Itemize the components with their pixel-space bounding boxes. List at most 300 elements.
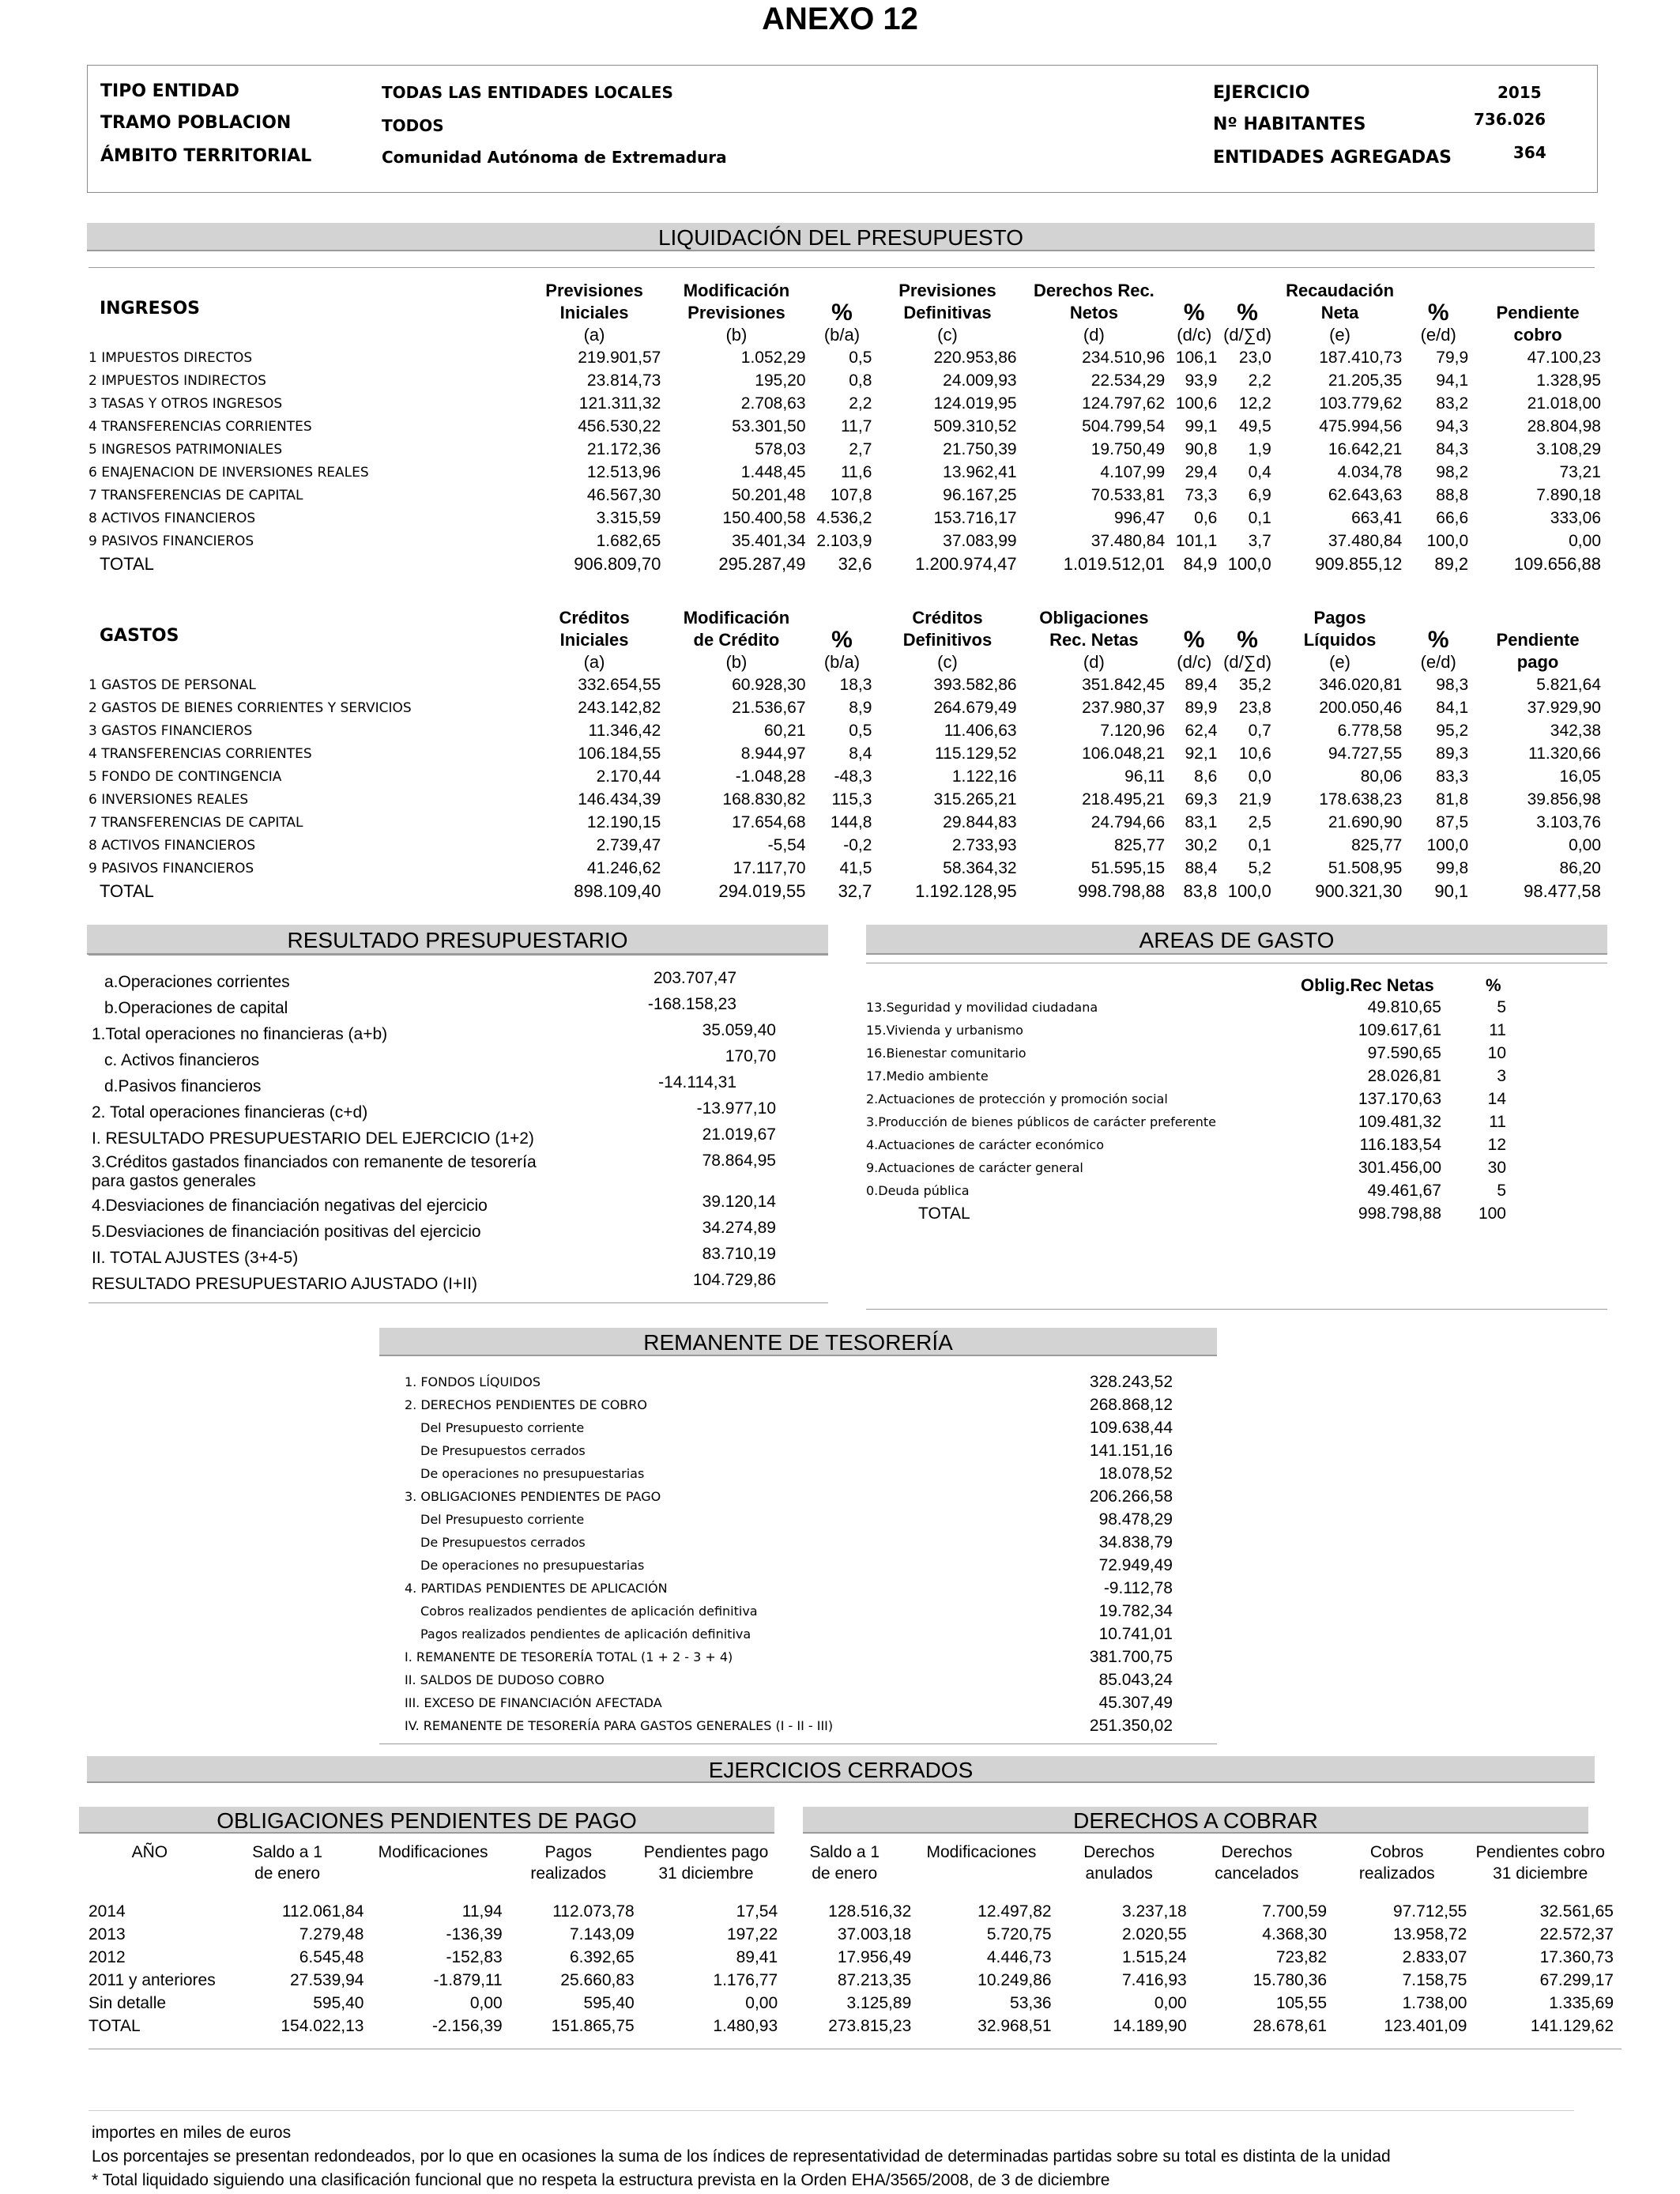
header-line2: cancelados [1215,1864,1299,1883]
column-header-line3: (b/a) [823,652,861,672]
header-line2: realizados [530,1864,607,1883]
table-row [89,696,1604,719]
areas-title: AREAS DE GASTO [866,925,1607,955]
remanente-row [403,1691,1177,1714]
cell-value: 23,0 [1238,348,1271,367]
cell-value: 219.901,57 [578,348,661,367]
column-header-line1: Pagos [1313,608,1366,628]
column-header-line2: cobro [1513,325,1562,345]
column-header-line2: Líquidos [1303,630,1377,650]
cell-value: 100,0 [1426,835,1469,854]
remanente-row [403,1623,1177,1646]
resultado-row [89,995,800,1021]
cell-value: 3.125,89 [846,1993,912,2012]
cell-value: 83,2 [1436,394,1469,413]
cerrados-column-header [1187,1842,1327,1894]
area-value: 49.461,67 [1367,1181,1441,1200]
remanente-value: 34.838,79 [1098,1532,1173,1551]
cell-value: 4.107,99 [1100,462,1166,481]
cell-value: 51.508,95 [1328,858,1403,877]
cell-value: 84,3 [1436,439,1469,458]
resultado-label [89,1047,547,1073]
column-header-line2: % [831,627,853,653]
resultado-value: -14.114,31 [658,1073,736,1091]
resultado-value: 34.274,89 [702,1219,776,1237]
cell-value: 105,55 [1275,1993,1328,2012]
cell-value: 90,8 [1185,439,1218,458]
entidades-value: 364 [1513,143,1546,162]
resultado-value: -168.158,23 [647,995,736,1013]
row-label: 2 IMPUESTOS INDIRECTOS [89,372,266,389]
cell-value: 124.797,62 [1082,394,1166,413]
tipo-entidad-value: TODAS LAS ENTIDADES LOCALES [382,83,673,102]
row-label: 6 INVERSIONES REALES [89,791,249,808]
total-value: 83,8 [1183,880,1218,901]
cell-value: 87,5 [1436,812,1469,831]
row-label: 4 TRANSFERENCIAS CORRIENTES [89,418,312,435]
cell-value: 11.346,42 [588,721,661,740]
cell-value: 5.821,64 [1536,675,1601,694]
column-header [1168,270,1220,346]
cell-value: 16,05 [1559,767,1601,786]
table-row [89,530,1604,552]
cell-value: 25.660,83 [560,1970,635,1989]
remanente-value: 141.151,16 [1089,1441,1173,1460]
cell-value: 19.750,49 [1090,439,1166,458]
resultado-row [89,1125,800,1152]
cell-value: 0,0 [1248,767,1271,786]
cell-value: 0,8 [849,371,872,390]
header-line2: de enero [254,1864,320,1883]
cell-value: 89,41 [736,1947,778,1966]
cell-value: 10,6 [1238,744,1271,763]
divider [89,2110,1574,2111]
total-value: 1.019.512,01 [1063,553,1166,574]
resultado-label [89,1073,547,1099]
cell-value: -152,83 [446,1947,503,1966]
header-line1: Pendientes cobro [1475,1843,1605,1861]
cell-value: 3.108,29 [1536,439,1601,458]
cerrados-column-header [503,1842,635,1894]
cell-value: 1,9 [1248,439,1271,458]
column-header [809,598,876,673]
cell-value: 112.073,78 [552,1902,635,1921]
cell-value: 200.050,46 [1319,698,1403,717]
cell-value: 69,3 [1185,790,1218,809]
column-header-line1: Previsiones [898,281,996,300]
table-row [89,857,1604,880]
area-row [866,1019,1538,1042]
cerrados-table [89,1842,1614,2038]
remanente-label: De operaciones no presupuestarias [420,1558,645,1573]
resultado-value: 83.710,19 [702,1245,776,1263]
cell-value: 83,3 [1436,767,1469,786]
cell-value: 0,5 [849,348,872,367]
resultado-label [89,1099,547,1125]
cell-value: 73,3 [1185,485,1218,504]
cell-value: 7.158,75 [1402,1970,1467,1989]
row-label: 6 ENAJENACION DE INVERSIONES REALES [89,464,369,481]
ingresos-table [89,270,1604,575]
total-value: 90,1 [1434,880,1469,901]
cerrados-column-header [1327,1842,1467,1894]
cell-value: 28.804,98 [1527,417,1601,435]
resultado-row [89,1271,800,1297]
cell-value: 121.311,32 [578,394,661,413]
cell-value: 21.536,67 [732,698,806,717]
remanente-label: 3. OBLIGACIONES PENDIENTES DE PAGO [405,1489,661,1504]
cell-value: 7.143,09 [569,1924,635,1943]
cell-value: 58.364,32 [943,858,1017,877]
cell-value: 153.716,17 [933,508,1017,527]
column-header-line3: (e/d) [1420,652,1456,672]
cell-value: 663,41 [1351,508,1403,527]
cell-value: 50.201,48 [732,485,806,504]
row-label: 7 TRANSFERENCIAS DE CAPITAL [89,814,303,831]
area-percent: 5 [1497,997,1506,1016]
row-label: 9 PASIVOS FINANCIEROS [89,860,254,876]
cerrados-column-header [363,1842,502,1894]
cell-value: 53.301,50 [732,417,806,435]
resultado-label-line: b.Operaciones de capital [104,998,288,1017]
cell-value: 243.142,82 [578,698,661,717]
column-header-line3: (a) [583,652,605,672]
cell-value: 67.299,17 [1539,1970,1614,1989]
total-value: 100,0 [1227,553,1271,574]
total-value: 84,9 [1183,553,1218,574]
resultado-row [89,1245,800,1271]
area-total-percent: 100 [1478,1204,1506,1223]
cell-value: 3,7 [1248,531,1271,550]
total-value: 32,7 [838,880,872,901]
resultado-value: 170,70 [725,1047,776,1065]
cell-value: 7.890,18 [1536,485,1601,504]
cell-value: 100,0 [1426,531,1469,550]
column-header-line2: % [1427,300,1449,326]
cell-value: 0,00 [1569,531,1601,550]
column-header-line3: (d/∑d) [1223,652,1272,672]
cell-value: 101,1 [1175,531,1218,550]
cell-value: 1.335,69 [1549,1993,1614,2012]
cerrados-column-header [89,1842,211,1894]
cell-value: 37.480,84 [1328,531,1403,550]
resultado-value: 78.864,95 [702,1152,776,1170]
area-label: 16.Bienestar comunitario [866,1046,1026,1061]
cell-value: 0,1 [1248,508,1271,527]
column-header-line2: Rec. Netas [1049,630,1139,650]
column-header-line3: (d/c) [1177,325,1212,345]
cerrados-row [89,2015,1614,2038]
areas-col-pct: % [1486,975,1501,995]
cell-value: 8.944,97 [740,744,806,763]
cell-value: 88,4 [1185,858,1218,877]
column-header-line3: (b/a) [823,325,861,345]
column-header-line2: Definitivas [903,303,992,322]
ambito-label: ÁMBITO TERRITORIAL [100,146,312,166]
cell-value: 96,11 [1124,767,1166,786]
header-line1: Saldo a 1 [809,1843,880,1861]
cerrados-row [89,1923,1614,1946]
area-percent: 10 [1487,1043,1506,1062]
column-header-line1: Modificación [683,281,790,300]
area-label: 0.Deuda pública [866,1183,970,1198]
remanente-label: Cobros realizados pendientes de aplicación definitiva [420,1604,758,1619]
cell-value: 8,4 [849,744,872,763]
ejercicio-label: EJERCICIO [1213,83,1310,103]
cell-value: 46.567,30 [586,485,661,504]
year-label: Sin detalle [89,1993,167,2012]
cell-value: 47.100,23 [1527,348,1601,367]
resultado-label [89,1245,547,1271]
remanente-label: 1. FONDOS LÍQUIDOS [405,1374,541,1389]
cell-value: 94,1 [1436,371,1469,390]
table-row [89,507,1604,530]
cell-value: 32.561,65 [1539,1902,1614,1921]
area-value: 137.170,63 [1358,1089,1441,1108]
cell-value: 723,82 [1275,1947,1328,1966]
cell-value: 70.533,81 [1090,485,1166,504]
resultado-label-line: 5.Desviaciones de financiación positivas del ejercicio [92,1222,481,1241]
cell-value: 11,7 [841,417,872,435]
table-row [89,834,1604,857]
table-row [89,765,1604,788]
remanente-value: 72.949,49 [1098,1555,1173,1574]
cerrados-column-header [911,1842,1051,1894]
cell-value: 92,1 [1185,744,1218,763]
cell-value: 7.700,59 [1262,1902,1328,1921]
row-label: 5 INGRESOS PATRIMONIALES [89,441,283,458]
cell-value: 333,06 [1550,508,1601,527]
header-line1: Modificaciones [926,1843,1037,1861]
cell-value: 475.994,56 [1319,417,1403,435]
cell-value: 115.129,52 [935,744,1017,763]
cell-value: 509.310,52 [933,417,1017,435]
cell-value: 94.727,55 [1328,744,1403,763]
cell-value: 29,4 [1185,462,1218,481]
remanente-value: 18.078,52 [1098,1464,1173,1483]
table-row [89,811,1604,834]
area-percent: 3 [1497,1066,1506,1085]
row-label: 8 ACTIVOS FINANCIEROS [89,837,256,854]
entidades-label: ENTIDADES AGREGADAS [1213,148,1452,168]
remanente-row [403,1508,1177,1531]
cell-value: 1.738,00 [1402,1993,1467,2012]
cerrados-column-header [635,1842,778,1894]
column-header-line2: % [1237,300,1258,326]
area-percent: 5 [1497,1181,1506,1200]
remanente-label: III. EXCESO DE FINANCIACIÓN AFECTADA [405,1695,662,1710]
cell-value: 4.446,73 [986,1947,1052,1966]
cell-value: 7.279,48 [299,1924,364,1943]
cerrados-column-header [1467,1842,1614,1894]
cell-value: 24.009,93 [943,371,1017,390]
cell-value: 13.958,72 [1392,1924,1467,1943]
cell-value: 154.022,13 [281,2016,364,2035]
remanente-value: 328.243,52 [1089,1372,1173,1391]
header-line1: Pagos [544,1843,592,1861]
cell-value: 106.184,55 [578,744,661,763]
cell-value: 98,2 [1436,462,1469,481]
cell-value: 1.052,29 [740,348,806,367]
cerrados-header-row [89,1842,1614,1894]
area-percent: 14 [1487,1089,1506,1108]
resultado-label-line: 4.Desviaciones de financiación negativas del ejercicio [92,1196,488,1215]
cell-value: 17.117,70 [733,858,806,877]
column-header-line1: Previsiones [545,281,643,300]
cell-value: 89,3 [1436,744,1469,763]
total-value: 98.477,58 [1524,880,1601,901]
remanente-value: 45.307,49 [1098,1693,1173,1712]
footnotes [92,2121,1391,2192]
total-value: 100,0 [1227,880,1271,901]
cell-value: 106,1 [1175,348,1218,367]
cell-value: 89,9 [1185,698,1218,717]
resultado-label-line: I. RESULTADO PRESUPUESTARIO DEL EJERCICIO (1+2) [92,1129,534,1148]
area-percent: 30 [1487,1158,1506,1177]
total-value: 109.656,88 [1513,553,1601,574]
resultado-label-line: II. TOTAL AJUSTES (3+4-5) [92,1248,299,1267]
area-value: 49.810,65 [1367,997,1441,1016]
cell-value: 1.122,16 [951,767,1017,786]
cell-value: 0,00 [469,1993,503,2012]
remanente-value: 19.782,34 [1098,1601,1173,1620]
cell-value: 195,20 [755,371,806,390]
column-header [1275,598,1406,673]
cell-value: 11.406,63 [944,721,1017,740]
cell-value: 128.516,32 [828,1902,912,1921]
total-value: 1.192.128,95 [915,880,1017,901]
cell-value: -1.048,28 [735,767,806,786]
cell-value: 41.246,62 [586,858,661,877]
spacer [89,1894,1614,1900]
remanente-row [403,1531,1177,1554]
area-value: 109.617,61 [1358,1020,1441,1039]
area-row [866,1179,1538,1202]
resultado-label [89,1021,547,1047]
cell-value: 16.642,21 [1328,439,1403,458]
cell-value: 94,3 [1436,417,1469,435]
resultado-label [89,995,547,1021]
cell-value: 28.678,61 [1252,2016,1328,2035]
remanente-value: 85.043,24 [1098,1670,1173,1689]
cell-value: 35,2 [1238,675,1271,694]
cell-value: 62,4 [1185,721,1218,740]
cell-value: 103.779,62 [1319,394,1403,413]
cell-value: 187.410,73 [1319,348,1403,367]
resultado-label-line: 2. Total operaciones financieras (c+d) [92,1103,368,1122]
cell-value: 17.654,68 [732,812,806,831]
column-header-line1: Modificación [683,608,790,628]
cell-value: 220.953,86 [933,348,1017,367]
column-header-line3: (d/c) [1177,652,1212,672]
cell-value: 234.510,96 [1082,348,1166,367]
footnote-rounding: Los porcentajes se presentan redondeados, por lo que en ocasiones la suma de los índices de representatividad de determinadas partidas sobre su total es distinta de la unidad [92,2147,1391,2166]
header-line1: AÑO [131,1843,168,1861]
resultado-label-line: 1.Total operaciones no financieras (a+b) [92,1024,388,1043]
header-line1: Cobros [1369,1843,1424,1861]
cell-value: 106.048,21 [1082,744,1166,763]
column-header [1220,598,1274,673]
cell-value: 21.205,35 [1328,371,1403,390]
area-row [866,996,1538,1019]
cell-value: 13.962,41 [943,462,1017,481]
remanente-value: 98.478,29 [1098,1510,1173,1529]
cell-value: 23,8 [1238,698,1271,717]
cell-value: 0,00 [1154,1993,1187,2012]
column-header-line3: (d/∑d) [1223,325,1272,345]
column-header [1471,598,1604,673]
cell-value: 32.968,51 [977,2016,1052,2035]
resultado-table [89,969,800,1297]
cell-value: 456.530,22 [578,417,661,435]
cell-value: 107,8 [830,485,872,504]
remanente-value: 10.741,01 [1098,1624,1173,1643]
remanente-row [403,1370,1177,1393]
year-label: 2012 [89,1947,126,1966]
column-header-line3: (c) [937,325,958,345]
cell-value: 66,6 [1436,508,1469,527]
cell-value: 14.189,90 [1113,2016,1187,2035]
column-header [1405,598,1471,673]
table-row [89,438,1604,461]
remanente-row [403,1439,1177,1462]
remanente-label: IV. REMANENTE DE TESORERÍA PARA GASTOS GENERALES (I - II - III) [405,1718,834,1733]
area-row [866,1156,1538,1179]
resultado-row [89,1152,800,1193]
cell-value: -2.156,39 [431,2016,503,2035]
cell-value: 37.083,99 [943,531,1017,550]
column-header-line3: (a) [583,325,605,345]
area-row [866,1042,1538,1065]
cell-value: 99,1 [1185,417,1218,435]
cell-value: 0,6 [1194,508,1218,527]
total-value: 295.287,49 [718,553,806,574]
habitantes-value: 736.026 [1474,110,1546,129]
header-line2: 31 diciembre [1493,1864,1588,1883]
cell-value: 35.401,34 [732,531,806,550]
resultado-label [89,969,547,995]
resultado-value: 39.120,14 [702,1193,776,1211]
resultado-label [89,1219,547,1245]
area-row [866,1110,1538,1133]
area-label: 4.Actuaciones de carácter económico [866,1137,1105,1152]
resultado-label-line: a.Operaciones corrientes [104,972,290,991]
derechos-title: DERECHOS A COBRAR [803,1807,1588,1834]
remanente-row [403,1577,1177,1600]
column-header-line1: Pendiente [1496,630,1580,650]
cell-value: -0,2 [843,835,872,854]
cell-value: 79,9 [1436,348,1469,367]
row-label: 3 TASAS Y OTROS INGRESOS [89,395,283,412]
cerrados-row [89,1992,1614,2015]
header-line1: Pendientes pago [643,1843,769,1861]
total-value: 909.855,12 [1315,553,1403,574]
resultado-value: 35.059,40 [702,1021,776,1039]
cell-value: 0,5 [849,721,872,740]
cell-value: 124.019,95 [933,394,1017,413]
area-total-label: TOTAL [918,1204,970,1223]
area-value: 109.481,32 [1358,1112,1441,1131]
area-percent: 11 [1489,1020,1506,1039]
cell-value: 315.265,21 [933,790,1017,809]
cell-value: 86,20 [1559,858,1601,877]
resultado-label-line: RESULTADO PRESUPUESTARIO AJUSTADO (I+II) [92,1274,477,1293]
cell-value: 0,4 [1248,462,1271,481]
column-header-line1: Derechos Rec. [1033,281,1155,300]
row-label: 7 TRANSFERENCIAS DE CAPITAL [89,487,303,503]
cell-value: 996,47 [1113,508,1166,527]
header-line1: Derechos [1221,1843,1293,1861]
